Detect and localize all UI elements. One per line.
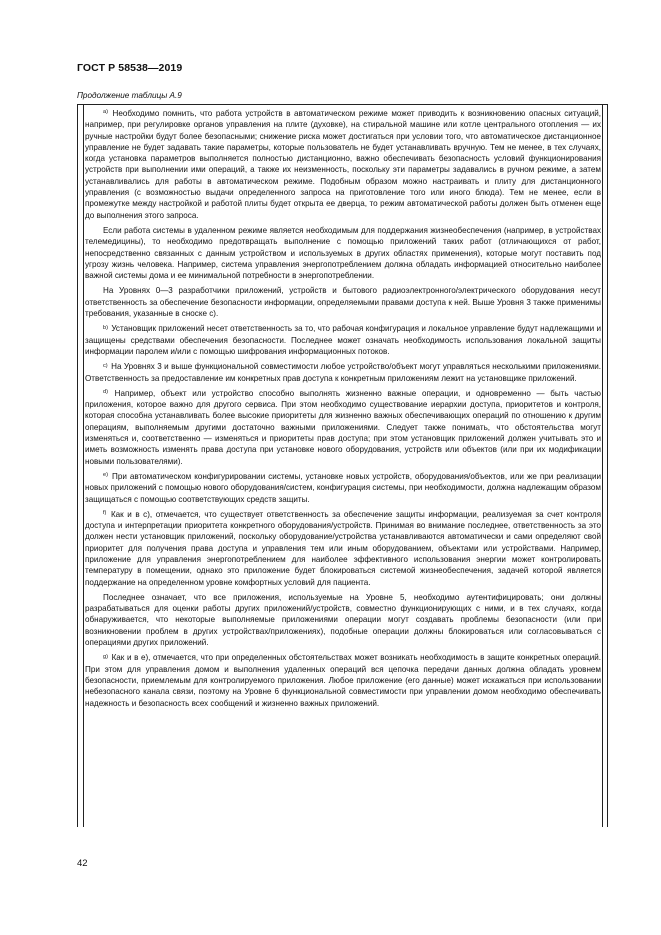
table-continuation-caption: Продолжение таблицы А.9 <box>77 91 182 100</box>
footnote-c <box>85 361 601 384</box>
footnote-e <box>85 471 601 505</box>
footnote-mark: d) <box>103 389 108 396</box>
footnote-mark: a) <box>103 109 108 116</box>
footnote-mark: e) <box>103 472 108 479</box>
footnote-mark: b) <box>103 324 108 331</box>
footnote-f <box>85 509 601 588</box>
footnote-a-levels <box>85 285 601 319</box>
footnote-g <box>85 652 601 708</box>
footnote-text: Если работа системы в удаленном режиме является необходимым для поддержания жизнеобеспечения (например, в устройствах телемедицины), то необходимо предотвращать выполнение с помощью приложений таких работ (отличающихся от работ, непосредственно связанных с данным устройством и используемых в других областях применения), которые могут поставить под угрозу жизнь человека. Например, система управления энергопотреблением должна обладать информацией относительно наиболее важной системы дома и ее минимальной потребности в энергопотреблении. <box>85 225 601 281</box>
footnote-d <box>85 388 601 467</box>
footnote-text: Как и в с), отмечается, что существует ответственность за обеспечение защиты информации, реализуемая за счет контроля доступа и интерпретации приоритета конкретного оборудования/устройств. Принимая во внимание последнее, ответственность за это должен нести установщик приложений, поскольку оборудование/устройства устанавливаются автоматически и сами определяют свой приоритет для получения права доступа и управления тем или иным оборудованием, объектами или устройствами. Например, приложение для управления энергопотреблением для наиболее эффективного использования энергии может контролировать температуру в помещении, однако это приложение будет блокироваться системой жизнеобеспечения, задачей которой является поддержание на определенном уровне комфортных условий для пациента. <box>85 509 601 587</box>
footnote-text: Например, объект или устройство способно выполнять жизненно важные операции, и одновременно — быть частью приложения, которое важно для другого сервиса. При этом необходимо существование иерархии доступа, приоритетов и контроля, которая способна устанавливать более высокие приоритеты для жизненно важных обеспечивающих операций по отношению к другим операциям, выполняемым другими достаточно важными приложениями. Следует также понимать, что обстоятельства могут изменяться и, соответственно — изменяться и приоритеты прав доступа; при этом установщик приложений должен учитывать это и иметь возможность изменять права доступа при установке нового оборудования, устройств или объектов (или при их модификации новыми пользователями). <box>85 388 601 466</box>
footnote-mark: c) <box>103 362 108 369</box>
document-header: ГОСТ Р 58538—2019 <box>77 62 183 74</box>
footnotes-block <box>85 108 601 713</box>
footnote-a-continued <box>85 225 601 281</box>
footnote-b <box>85 323 601 357</box>
footnote-f-continued <box>85 592 601 648</box>
footnote-text: Как и в е), отмечается, что при определенных обстоятельствах может возникать необходимость в защите конкретных операций. При этом для управления домом и выполнения удаленных операций вся цепочка передачи данных должна обладать уровнем безопасности, приемлемым для контролируемого приложения. Любое приложение (его данные) может искажаться при использовании небезопасного канала связи, поэтому на Уровне 6 функциональной совместимости при управлении домом необходимо обеспечивать надежность и безопасность всех сообщений и жизненно важных приложений. <box>85 653 602 708</box>
footnote-a <box>85 108 601 221</box>
footnote-text: Необходимо помнить, что работа устройств в автоматическом режиме может приводить к возникновению опасных ситуаций, например, при регулировке органов управления на плите (духовке), на стиральной машине или котле центрального отопления — их ручные настройки будут более безопасными; снижение риска может достигаться при условии того, что автоматическое дистанционное управление не будет задавать такие параметры, которые пользователь не будет устанавливать вручную. Тем не менее, в тех случаях, когда установка параметров выполняется полностью дистанционно, важно обеспечивать безопасность условий функционирования устройств при выполнении ими операций, а также их неизменность, поскольку эти параметры задавались в ручном режиме, а затем устанавливались для работы в автоматическом режиме. Подобным образом можно настраивать и плиту для дистанционного управления (с возможностью выдачи определенного запроса на приготовление того или иного блюда). Тем не менее, если в промежутке между настройкой и работой плиты будет открыта ее дверца, то режим автоматической работы должен быть отменен еще до выполнения этого запроса. <box>85 109 602 220</box>
footnote-text: Установщик приложений несет ответственность за то, что рабочая конфигурация и локальное управление будут надлежащими и защищены средствами обеспечения безопасности. Последнее может означать необходимость использования локальной защиты информации паролем и/или с помощью шифрования информационных потоков. <box>85 324 601 356</box>
footnote-text: На Уровнях 3 и выше функциональной совместимости любое устройство/объект могут управляться несколькими приложениями. Ответственность за предоставление им конкретных прав доступа к конкретным приложениям лежит на установщике приложений. <box>85 362 601 383</box>
footnote-mark: f) <box>103 510 107 517</box>
footnote-mark: g) <box>103 653 108 660</box>
footnote-text: Последнее означает, что все приложения, используемые на Уровне 5, необходимо аутентифицировать; они должны разрабатываться для оценки работы других приложений/устройств, совместно функционирующих с ними, и в тех случаях, когда обнаруживается, что некоторые выполняемые приложениями операции могут создавать проблемы безопасности (или при возникновении проблем в других устройствах/приложениях), подобные операции должны блокироваться или согласовываться с операциями других приложений. <box>85 592 601 648</box>
page-number: 42 <box>77 858 88 869</box>
footnote-text: При автоматическом конфигурировании системы, установке новых устройств, оборудования/объектов, или же при реализации новых приложений с помощью нового оборудования/систем, конфигурация системы, при необходимости, должна надлежащим образом защищаться с помощью соответствующих средств защиты. <box>85 471 601 504</box>
footnote-text: На Уровнях 0—3 разработчики приложений, устройств и бытового радиоэлектронного/электрического оборудования несут ответственность за обеспечение безопасности информации, определяемыми правами доступа к ней. Выше Уровня 3 также применимы требования, указанные в сноске с). <box>85 286 601 319</box>
